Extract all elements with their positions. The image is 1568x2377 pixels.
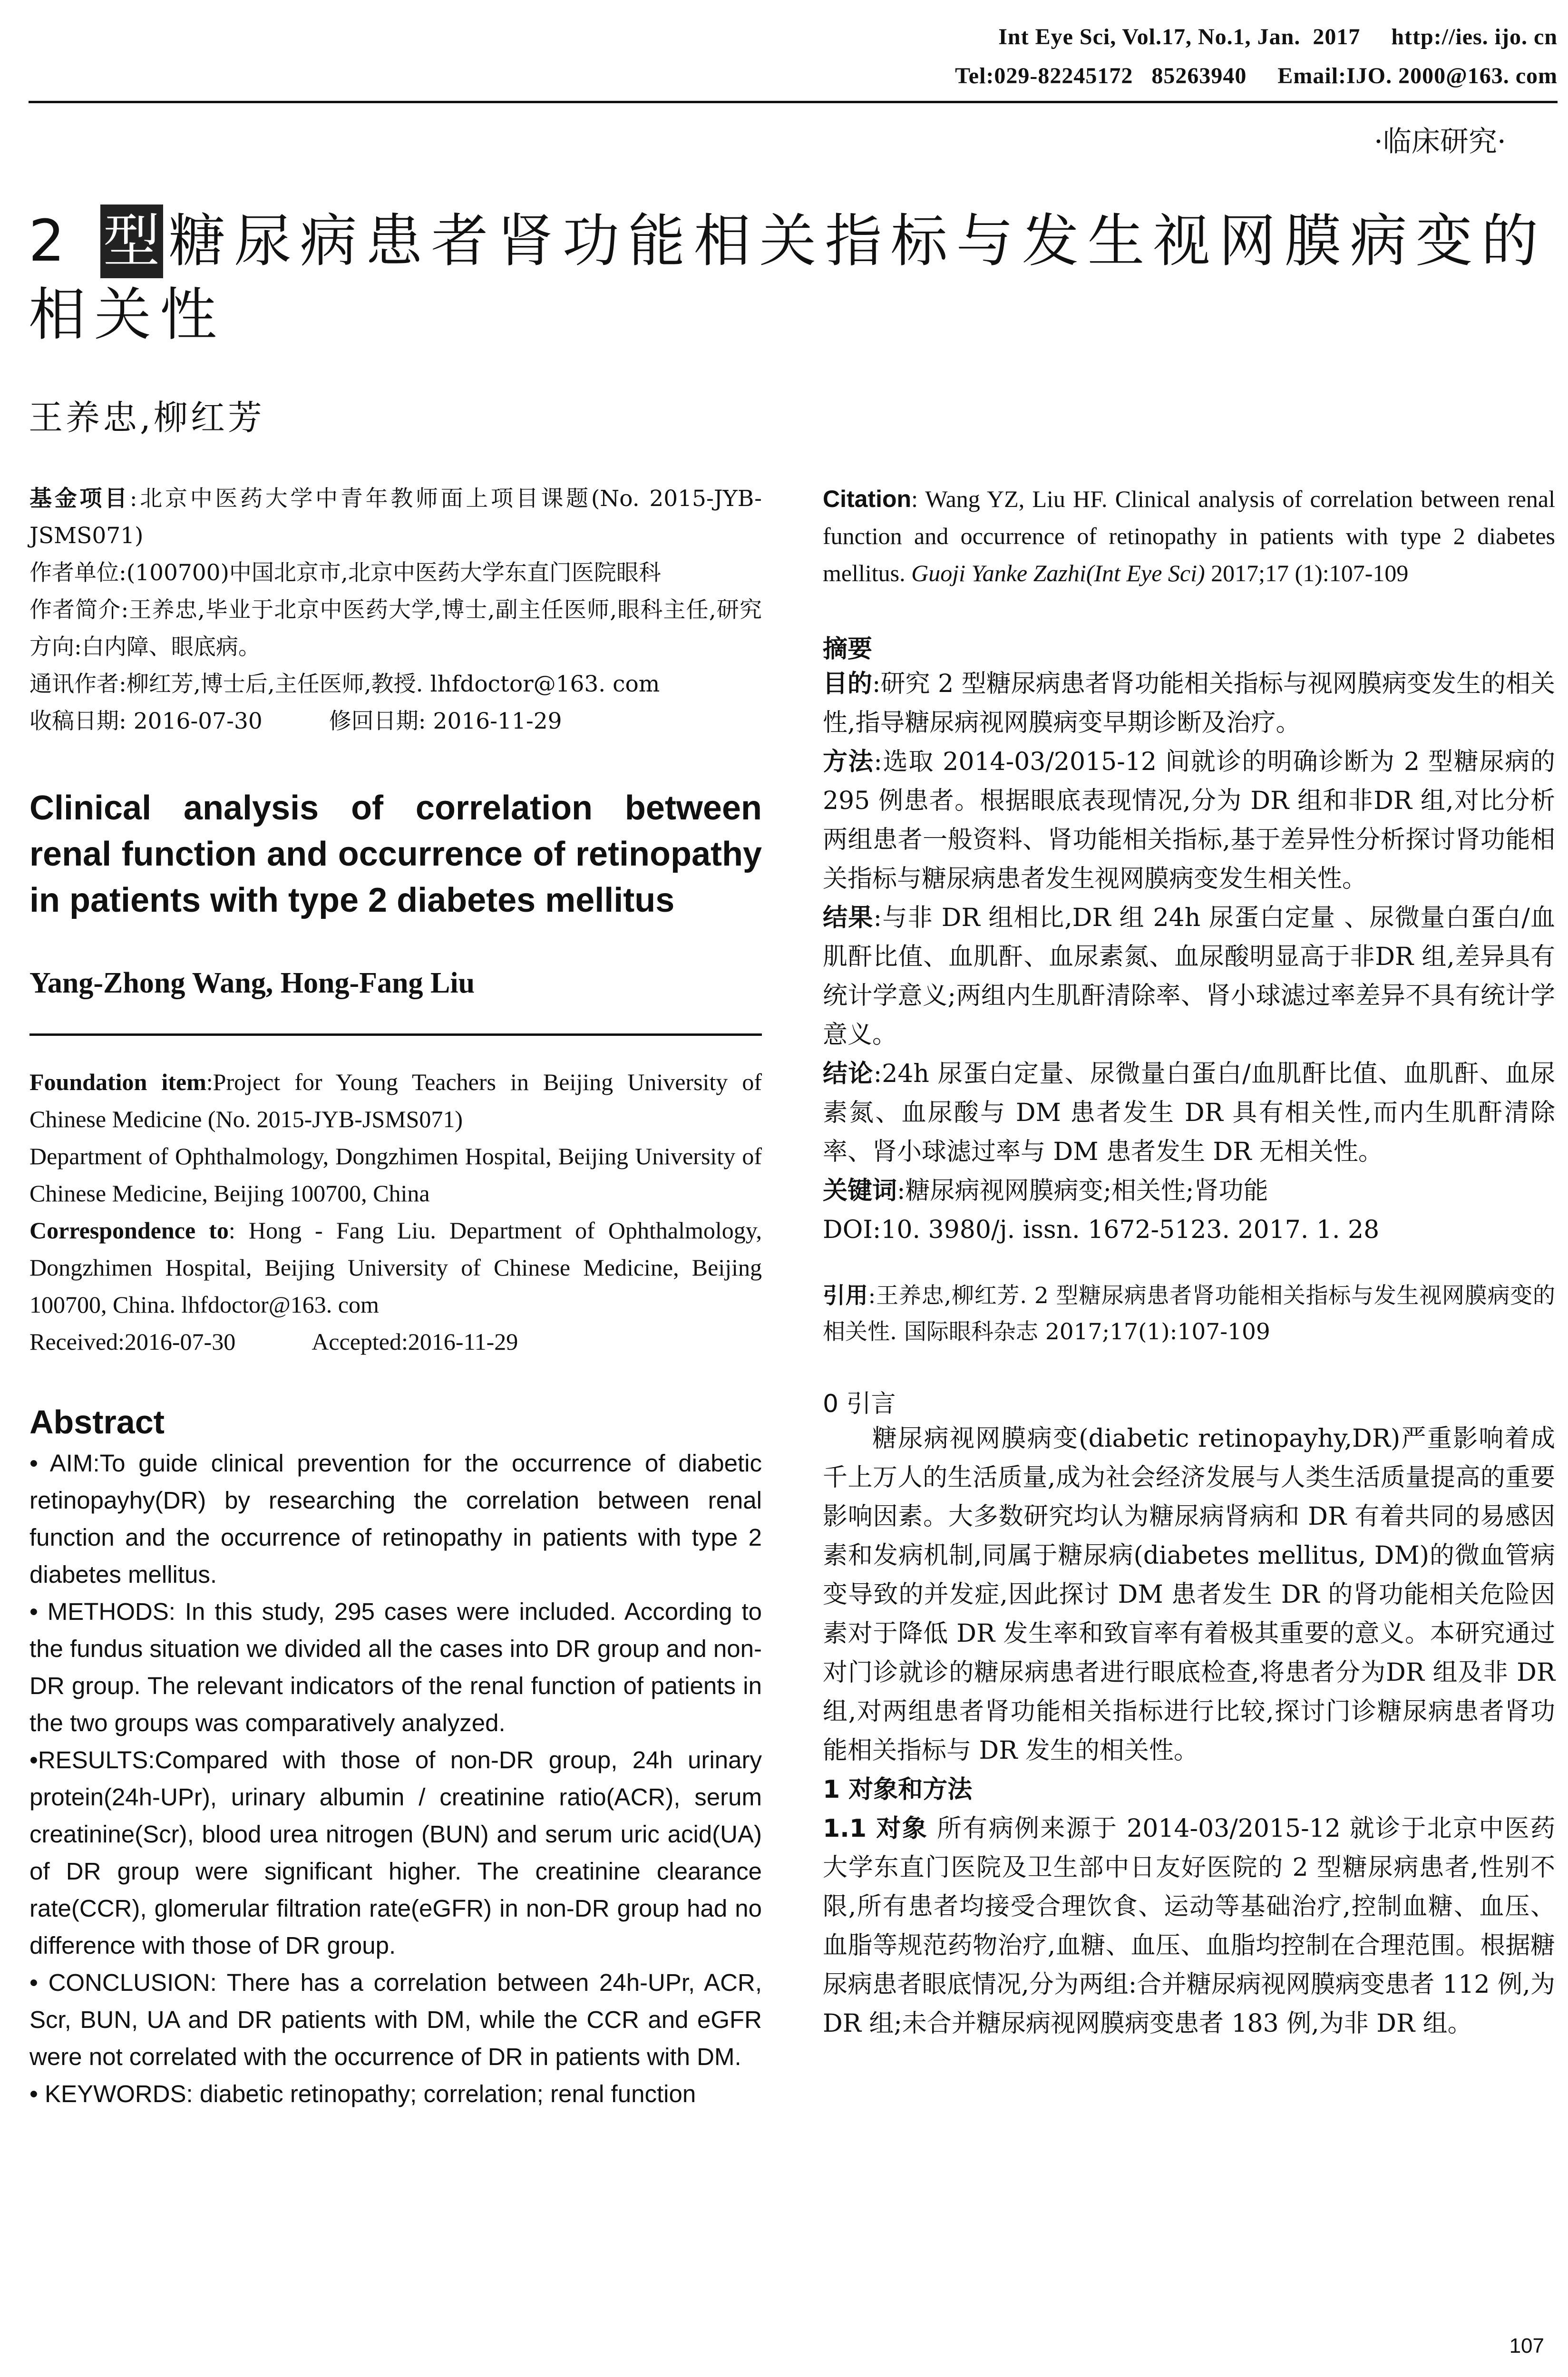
authors-cn: 王养忠,柳红芳	[29, 398, 265, 438]
abstract-body	[29, 1445, 762, 2113]
left-column	[29, 480, 762, 2113]
abstract-methods: • METHODS: In this study, 295 cases were included. According to the fundus situation we divided all the cases into DR group and non-DR group. The relevant indicators of the renal function of patients in the two groups was comparatively analyzed.	[29, 1598, 762, 1736]
right-column	[823, 480, 1555, 2043]
citation-text-before: : Wang YZ, Liu HF. Clinical analysis of correlation between renal function and occurrence of retinopathy in patients with type 2 diabetes mellitus.	[823, 486, 1555, 586]
citation-journal: Guoji Yanke Zazhi(Int Eye Sci)	[911, 560, 1205, 586]
dates-en	[29, 1323, 762, 1360]
cn-aim	[823, 664, 1555, 742]
foundation-text: :Project for Young Teachers in Beijing University of Chinese Medicine (No. 2015-JYB-JSMS071)	[29, 1069, 762, 1132]
english-title: Clinical analysis of correlation between renal function and occurrence of retinopathy in patients with type 2 diabetes mellitus	[29, 789, 762, 919]
corr-author-cn: 通讯作者:柳红芳,博士后,主任医师,教授. lhfdoctor@163. com	[29, 671, 660, 697]
foundation-label: Foundation item	[29, 1069, 206, 1095]
citation-label: Citation	[823, 486, 912, 512]
cn-methods-text: :选取 2014-03/2015-12 间就诊的明确诊断为 2 型糖尿病的 295 例患者。根据眼底表现情况,分为 DR 组和非DR 组,对比分析两组患者一般资料、肾功能相关指标,基于差异性分析探讨肾功能相关指标与糖尿病患者发生视网膜病变发生相关性。	[823, 748, 1555, 893]
methods-heading: 1 对象和方法	[823, 1775, 973, 1804]
cn-keywords-text: :糖尿病视网膜病变;相关性;肾功能	[897, 1177, 1268, 1205]
abstract-keywords: • KEYWORDS: diabetic retinopathy; correlation; renal function	[29, 2080, 696, 2107]
cn-conclusion-text: :24h 尿蛋白定量、尿微量白蛋白/血肌酐比值、血肌酐、血尿素氮、血尿酸与 DM 患者发生 DR 具有相关性,而内生肌酐清除率、肾小球滤过率与 DM 患者发生 DR 无相关性。	[823, 1060, 1555, 1166]
citation-en	[823, 480, 1555, 592]
intro-heading: 0 引言	[823, 1390, 896, 1418]
citation-cn-text: :王养忠,柳红芳. 2 型糖尿病患者肾功能相关指标与发生视网膜病变的相关性. 国际眼科杂志 2017;17(1):107-109	[823, 1283, 1556, 1345]
abstract-heading: Abstract	[29, 1403, 165, 1441]
abstract-results: •RESULTS:Compared with those of non-DR group, 24h urinary protein(24h-UPr), urinary albumin / creatinine ratio(ACR), serum creatinine(Scr), blood urea nitrogen (BUN) and serum uric acid(UA) of DR group were significant higher. The creatinine clearance rate(CCR), glomerular filtration rate(eGFR) in non-DR group had no difference with those of DR group.	[29, 1746, 762, 1959]
paper-title	[29, 205, 1558, 352]
correspondence-en	[29, 1212, 762, 1323]
citation-cn-label: 引用	[823, 1283, 868, 1309]
correspondence-label: Correspondence to	[29, 1217, 229, 1244]
citation-cn	[823, 1278, 1555, 1350]
cn-methods	[823, 742, 1555, 898]
cn-results	[823, 898, 1555, 1054]
cn-conclusion-label: 结论	[823, 1060, 874, 1088]
citation-text-after: 2017;17 (1):107-109	[1205, 560, 1409, 586]
methods-sub-text: 所有病例来源于 2014-03/2015-12 就诊于北京中医药大学东直门医院及卫生部中日友好医院的 2 型糖尿病患者,性别不限,所有患者均接受合理饮食、运动等基础治疗,控制血糖、血压、血脂等规范药物治疗,血糖、血压、血脂均控制在合理范围。根据糖尿病患者眼底情况,分为两组:合并糖尿病视网膜病变患者 112 例,为 DR 组;未合并糖尿病视网膜病变患者 183 例,为非 DR 组。	[823, 1814, 1555, 2038]
english-info	[29, 1063, 762, 1360]
cn-aim-label: 目的	[823, 670, 873, 698]
cn-abstract-body	[823, 664, 1555, 1249]
title-rest: 糖尿病患者肾功能相关指标与发生视网膜病变的相关性	[29, 208, 1547, 348]
title-prefix: 2	[29, 208, 74, 274]
abstract-conclusion: • CONCLUSION: There has a correlation between 24h-UPr, ACR, Scr, BUN, UA and DR patients with DM, while the CCR and eGFR were not correlated with the occurrence of DR in patients with DM.	[29, 1969, 762, 2070]
abstract-aim: • AIM:To guide clinical prevention for the occurrence of diabetic retinopayhy(DR) by researching the correlation between renal function and the occurrence of retinopathy in patients with type 2 diabetes mellitus.	[29, 1450, 762, 1588]
header-rule	[29, 101, 1558, 103]
cn-results-text: :与非 DR 组相比,DR 组 24h 尿蛋白定量 、尿微量白蛋白/血肌酐比值、血肌酐、血尿素氮、血尿酸明显高于非DR 组,差异具有统计学意义;两组内生肌酐清除率、肾小球滤过率差异不具有统计学意义。	[823, 904, 1555, 1049]
author-bio-cn: 作者简介:王养忠,毕业于北京中医药大学,博士,副主任医师,眼科主任,研究方向:白内障、眼底病。	[29, 597, 762, 660]
english-authors: Yang-Zhong Wang, Hong-Fang Liu	[29, 967, 475, 999]
cn-keywords	[823, 1171, 1555, 1210]
section-tag: ·临床研究·	[1373, 125, 1506, 158]
methods-sub-label: 1.1 对象	[823, 1814, 928, 1843]
english-authors-rule	[29, 1033, 762, 1036]
dates-cn	[29, 703, 762, 740]
intro-paragraph: 糖尿病视网膜病变(diabetic retinopayhy,DR)严重影响着成千上万人的生活质量,成为社会经济发展与人类生活质量提高的重要影响因素。大多数研究均认为糖尿病肾病和 DR 有着共同的易感因素和发病机制,同属于糖尿病(diabetes mellitus, DM)的微血管病变导致的并发症,因此探讨 DM 患者发生 DR 的肾功能相关危险因素对于降低 DR 发生率和致盲率有着极其重要的意义。本研究通过对门诊就诊的糖尿病患者进行眼底检查,将患者分为DR 组及非 DR 组,对两组患者肾功能相关指标进行比较,探讨门诊糖尿病患者肾功能相关指标与 DR 发生的相关性。	[823, 1424, 1555, 1765]
methods-subsection	[823, 1809, 1555, 2043]
received-date-cn: 收稿日期: 2016-07-30	[29, 708, 263, 734]
author-unit-cn: 作者单位:(100700)中国北京市,北京中医药大学东直门医院眼科	[29, 560, 661, 586]
received-date-en: Received:2016-07-30	[29, 1328, 236, 1355]
correspondence-text: : Hong - Fang Liu. Department of Ophthalmology, Dongzhimen Hospital, Beijing University of Chinese Medicine, Beijing 100700, China. lhfdoctor@163. com	[29, 1217, 762, 1318]
doi: DOI:10. 3980/j. issn. 1672-5123. 2017. 1. 28	[823, 1216, 1380, 1244]
journal-info-line: Int Eye Sci, Vol.17, No.1, Jan. 2017 http://ies. ijo. cn	[998, 24, 1558, 49]
foundation-item	[29, 1063, 762, 1138]
cn-abstract-heading: 摘要	[823, 635, 873, 663]
cn-results-label: 结果	[823, 904, 874, 932]
fund-label: 基金项目	[29, 486, 130, 512]
fund-text: :北京中医药大学中青年教师面上项目课题(No. 2015-JYB-JSMS071)	[29, 486, 762, 549]
intro-body	[823, 1419, 1555, 2043]
cn-methods-label: 方法	[823, 748, 874, 776]
cn-aim-text: :研究 2 型糖尿病患者肾功能相关指标与视网膜病变发生的相关性,指导糖尿病视网膜病变早期诊断及治疗。	[823, 670, 1555, 737]
page-number: 107	[1509, 2334, 1544, 2358]
cn-keywords-label: 关键词	[823, 1177, 897, 1205]
fund-item-cn	[29, 480, 762, 555]
title-type-char: 型	[100, 205, 163, 278]
fund-info-cn	[29, 480, 762, 740]
revised-date-cn: 修回日期: 2016-11-29	[329, 708, 562, 734]
journal-header	[29, 24, 1558, 105]
cn-conclusion	[823, 1054, 1555, 1171]
journal-contact-line: Tel:029-82245172 85263940 Email:IJO. 2000@163. com	[955, 63, 1558, 88]
department-en: Department of Ophthalmology, Dongzhimen Hospital, Beijing University of Chinese Medicine, Beijing 100700, China	[29, 1143, 762, 1207]
accepted-date-en: Accepted:2016-11-29	[312, 1328, 518, 1355]
